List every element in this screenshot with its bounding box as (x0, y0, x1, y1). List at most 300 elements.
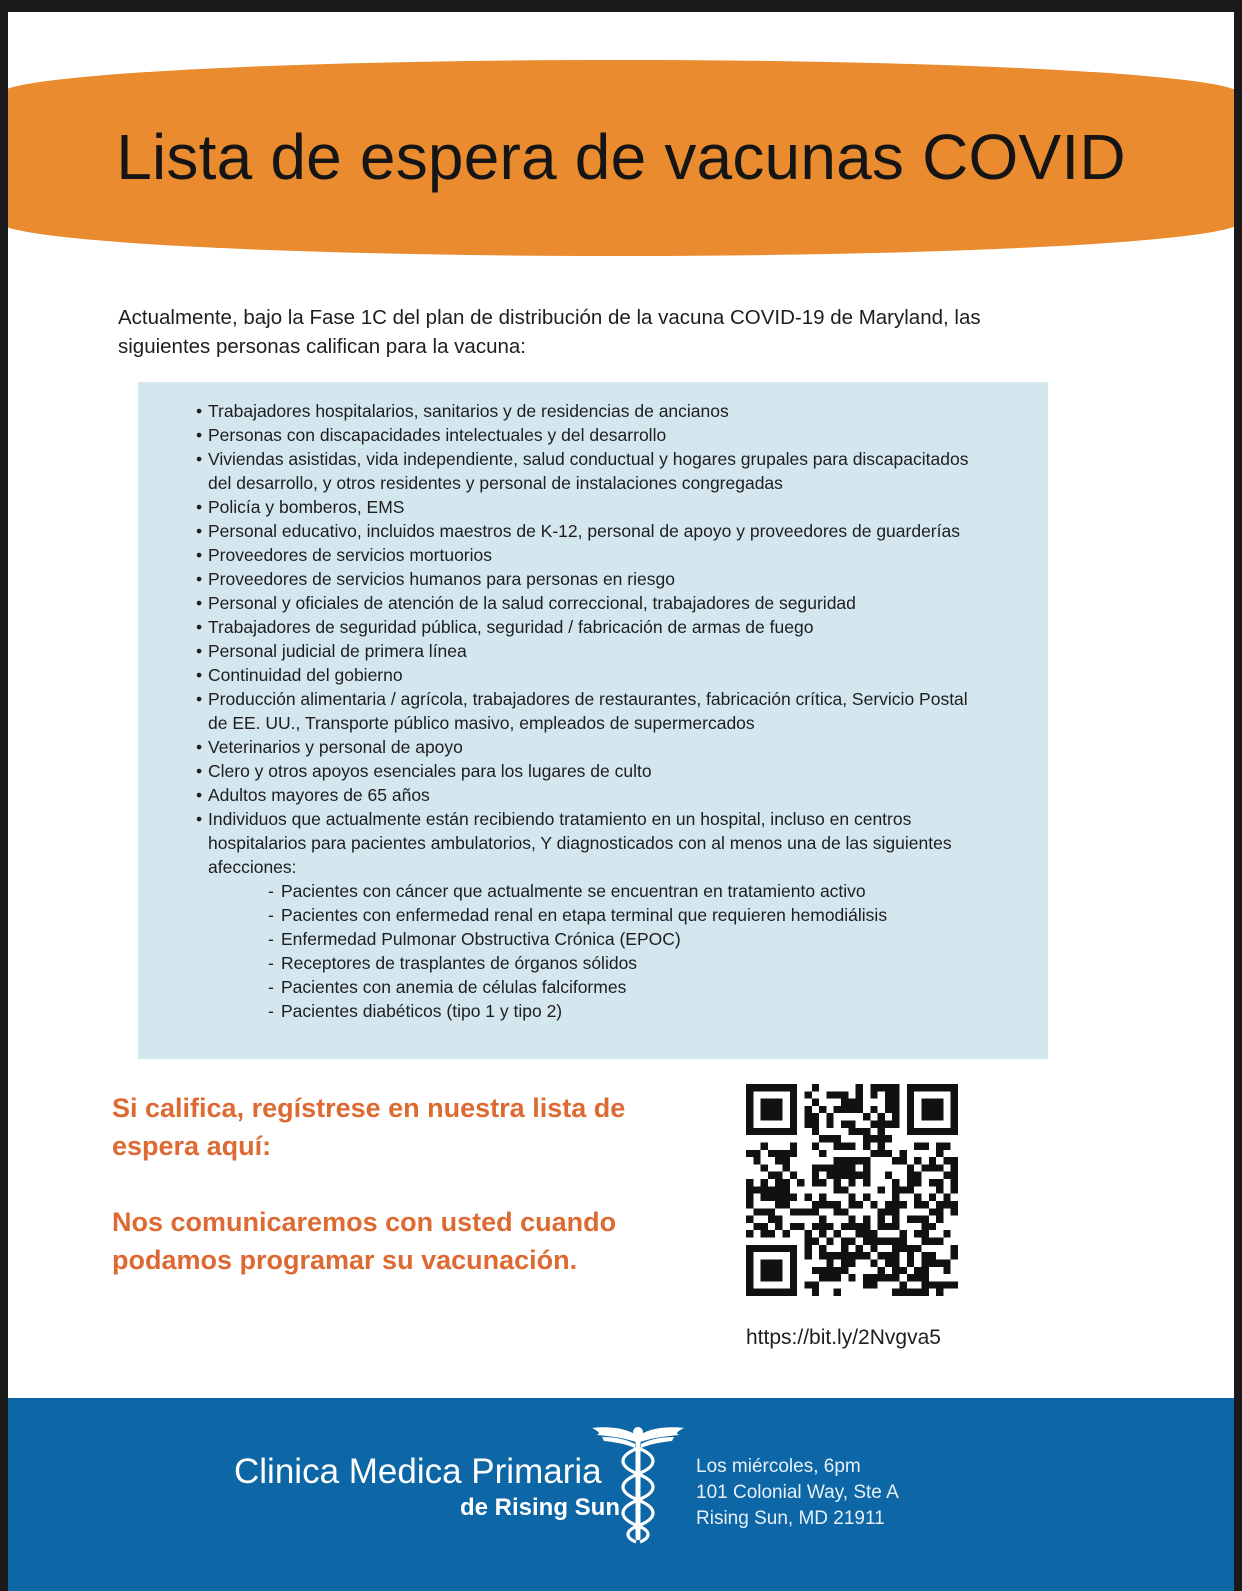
qr-module (790, 1150, 797, 1157)
qr-module (885, 1223, 892, 1230)
qr-module (878, 1267, 885, 1274)
contact-cta: Nos comunicaremos con usted cuando podamos programar su vacunación. (112, 1207, 617, 1275)
qr-module (826, 1223, 833, 1230)
qr-module (885, 1135, 892, 1142)
qr-module (885, 1150, 892, 1157)
qr-module (921, 1281, 928, 1288)
list-item (196, 807, 976, 1023)
qr-module (856, 1223, 863, 1230)
qr-module (834, 1106, 841, 1113)
qr-module (863, 1252, 870, 1259)
qr-module (951, 1201, 958, 1208)
condition-item: - Pacientes con cáncer que actualmente se encuentran en tratamiento activo (268, 879, 976, 903)
qr-module (797, 1179, 804, 1186)
qr-module (783, 1201, 790, 1208)
qr-module (856, 1157, 863, 1164)
qr-module (812, 1142, 819, 1149)
qr-module (914, 1179, 921, 1186)
qr-module (878, 1238, 885, 1245)
qr-module (870, 1281, 877, 1288)
qr-module (943, 1172, 950, 1179)
qr-module (936, 1216, 943, 1223)
qr-module (812, 1238, 819, 1245)
qr-module (768, 1172, 775, 1179)
qr-module (761, 1186, 768, 1193)
qr-module (892, 1274, 899, 1281)
qr-module (870, 1259, 877, 1266)
list-item: • Proveedores de servicios mortuorios (196, 543, 976, 567)
qr-module (826, 1267, 833, 1274)
caduceus-icon (588, 1418, 688, 1546)
qr-module (921, 1201, 928, 1208)
qr-module (900, 1186, 907, 1193)
qr-module (826, 1113, 833, 1120)
qr-module (936, 1289, 943, 1296)
qr-module (819, 1201, 826, 1208)
qr-module (834, 1274, 841, 1281)
list-item: • Personas con discapacidades intelectuales y del desarrollo (196, 423, 976, 447)
qr-module (929, 1194, 936, 1201)
qr-module (929, 1223, 936, 1230)
qr-module (921, 1238, 928, 1245)
qr-module (914, 1216, 921, 1223)
qr-module (900, 1245, 907, 1252)
qr-module (921, 1099, 943, 1121)
list-item: • Personal y oficiales de atención de la salud correccional, trabajadores de seguridad (196, 591, 976, 615)
qr-module (878, 1208, 885, 1215)
qr-module (812, 1223, 819, 1230)
qr-module (870, 1274, 877, 1281)
qr-module (768, 1216, 775, 1223)
qr-module (819, 1245, 826, 1252)
qr-module (812, 1267, 819, 1274)
qr-module (885, 1121, 892, 1128)
qr-module (878, 1128, 885, 1135)
qr-module (943, 1194, 950, 1201)
clinic-contact (696, 1454, 899, 1532)
qr-module (826, 1091, 833, 1098)
qr-module (870, 1201, 877, 1208)
qr-module (892, 1099, 899, 1106)
qr-module (921, 1289, 928, 1296)
qr-module (761, 1259, 783, 1281)
qr-module (885, 1274, 892, 1281)
qr-module (900, 1230, 907, 1237)
qr-module (870, 1230, 877, 1237)
qr-module (863, 1113, 870, 1120)
qr-module (841, 1099, 848, 1106)
qr-module (761, 1099, 783, 1121)
qr-module (936, 1238, 943, 1245)
page-title: Lista de espera de vacunas COVID (116, 121, 1126, 193)
qr-module (878, 1186, 885, 1193)
qr-module (863, 1223, 870, 1230)
qr-module (819, 1106, 826, 1113)
qr-module (914, 1274, 921, 1281)
qr-module (819, 1135, 826, 1142)
qr-module (753, 1186, 760, 1193)
qr-module (746, 1216, 753, 1223)
qr-module (746, 1230, 753, 1237)
qr-module (834, 1230, 841, 1237)
qr-module (900, 1289, 907, 1296)
qr-module (936, 1179, 943, 1186)
qr-module (819, 1223, 826, 1230)
qr-module (834, 1252, 841, 1259)
qr-module (746, 1150, 753, 1157)
qr-module (753, 1157, 760, 1164)
list-item: • Personal educativo, incluidos maestros de K-12, personal de apoyo y proveedores de guarderías (196, 519, 976, 543)
qr-module (812, 1084, 819, 1091)
qr-module (834, 1091, 841, 1098)
qr-module (943, 1157, 950, 1164)
qr-module (761, 1194, 768, 1201)
qr-module (885, 1208, 892, 1215)
qr-module (878, 1135, 885, 1142)
qr-module (761, 1179, 768, 1186)
qr-module (834, 1186, 841, 1193)
qr-module (790, 1208, 797, 1215)
qr-module (921, 1274, 928, 1281)
qr-module (921, 1216, 928, 1223)
qr-url-link[interactable]: https://bit.ly/2Nvgva5 (746, 1326, 941, 1349)
qr-module (885, 1172, 892, 1179)
qr-module (783, 1150, 790, 1157)
qr-module (892, 1245, 899, 1252)
qr-module (878, 1113, 885, 1120)
condition-item: - Enfermedad Pulmonar Obstructiva Crónica (EPOC) (268, 927, 976, 951)
list-item: • Producción alimentaria / agrícola, trabajadores de restaurantes, fabricación crítica, Servicio Postal de EE. UU., Transporte público masivo, empleados de supermercados (196, 687, 976, 735)
address-line: 101 Colonial Way, Ste A (696, 1482, 899, 1503)
qr-module (929, 1252, 936, 1259)
qr-module (812, 1172, 819, 1179)
qr-module (819, 1164, 826, 1171)
qr-module (951, 1208, 958, 1215)
qr-module (841, 1142, 848, 1149)
list-item: • Continuidad del gobierno (196, 663, 976, 687)
qr-module (892, 1201, 899, 1208)
qr-module (878, 1216, 885, 1223)
qr-module (951, 1252, 958, 1259)
qr-module (775, 1201, 782, 1208)
qr-module (768, 1194, 775, 1201)
qr-module (834, 1267, 841, 1274)
qr-module (936, 1164, 943, 1171)
qr-module (834, 1164, 841, 1171)
qr-module (892, 1216, 899, 1223)
qr-module (943, 1201, 950, 1208)
qr-module (863, 1179, 870, 1186)
qr-module (907, 1216, 914, 1223)
qr-module (804, 1106, 811, 1113)
qr-module (900, 1267, 907, 1274)
qr-module (885, 1238, 892, 1245)
qr-module (819, 1252, 826, 1259)
qr-module (804, 1281, 811, 1288)
qr-module (812, 1179, 819, 1186)
qr-module (914, 1157, 921, 1164)
qr-module (878, 1121, 885, 1128)
qr-module (819, 1194, 826, 1201)
flyer-page (8, 12, 1234, 1591)
qr-module (812, 1121, 819, 1128)
qr-module (834, 1157, 841, 1164)
qr-module (870, 1150, 877, 1157)
qr-module (848, 1099, 855, 1106)
qr-module (892, 1252, 899, 1259)
list-item: • Adultos mayores de 65 años (196, 783, 976, 807)
qr-module (907, 1252, 914, 1259)
qr-module (783, 1164, 790, 1171)
qr-module (848, 1223, 855, 1230)
qr-module (951, 1157, 958, 1164)
qr-module (885, 1106, 892, 1113)
qr-module (826, 1135, 833, 1142)
qr-module (848, 1142, 855, 1149)
qr-module (885, 1252, 892, 1259)
qr-module (914, 1289, 921, 1296)
qr-module (892, 1106, 899, 1113)
qr-module (768, 1186, 775, 1193)
qr-module (943, 1281, 950, 1288)
qr-module (761, 1142, 768, 1149)
qr-module (804, 1252, 811, 1259)
list-item: • Viviendas asistidas, vida independiente, salud conductual y hogares grupales para discapacitados del desarrollo, y otros residentes y personal de instalaciones congregadas (196, 447, 976, 495)
qr-module (863, 1172, 870, 1179)
qr-module (856, 1230, 863, 1237)
qr-module (863, 1135, 870, 1142)
qr-module (892, 1157, 899, 1164)
qr-module (848, 1259, 855, 1266)
qr-module (914, 1194, 921, 1201)
qr-module (826, 1259, 833, 1266)
qr-module (812, 1208, 819, 1215)
qr-module (826, 1238, 833, 1245)
clinic-name: Clinica Medica Primaria (234, 1452, 602, 1491)
qr-module (775, 1172, 782, 1179)
qr-module (914, 1245, 921, 1252)
qr-module (790, 1172, 797, 1179)
conditions-list (208, 879, 976, 1023)
qr-module (907, 1289, 914, 1296)
list-item: • Trabajadores hospitalarios, sanitarios y de residencias de ancianos (196, 399, 976, 423)
eligibility-list (196, 399, 976, 1023)
qr-module (929, 1238, 936, 1245)
qr-module (885, 1099, 892, 1106)
qr-module (870, 1106, 877, 1113)
qr-module (936, 1150, 943, 1157)
qr-module (943, 1259, 950, 1266)
qr-module (761, 1208, 768, 1215)
qr-module (863, 1281, 870, 1288)
qr-module (848, 1194, 855, 1201)
qr-module (892, 1091, 899, 1098)
list-item: • Policía y bomberos, EMS (196, 495, 976, 519)
qr-module (921, 1252, 928, 1259)
list-item: • Veterinarios y personal de apoyo (196, 735, 976, 759)
condition-item: - Pacientes diabéticos (tipo 1 y tipo 2) (268, 999, 976, 1023)
qr-module (841, 1121, 848, 1128)
qr-module (907, 1245, 914, 1252)
qr-module (936, 1201, 943, 1208)
qr-module (841, 1259, 848, 1266)
qr-module (834, 1172, 841, 1179)
qr-module (863, 1238, 870, 1245)
qr-module (951, 1179, 958, 1186)
qr-module (848, 1164, 855, 1171)
qr-module (848, 1172, 855, 1179)
qr-module (848, 1179, 855, 1186)
qr-module (804, 1121, 811, 1128)
qr-module (878, 1142, 885, 1149)
qr-module (892, 1194, 899, 1201)
qr-module (841, 1223, 848, 1230)
qr-module (863, 1216, 870, 1223)
qr-module (943, 1267, 950, 1274)
qr-module (892, 1186, 899, 1193)
qr-module (951, 1186, 958, 1193)
address-line: Rising Sun, MD 21911 (696, 1508, 885, 1529)
qr-module (819, 1267, 826, 1274)
qr-module (900, 1281, 907, 1288)
qr-module (746, 1201, 753, 1208)
qr-module (804, 1245, 811, 1252)
qr-module (907, 1274, 914, 1281)
qr-module (790, 1223, 797, 1230)
qr-module (929, 1259, 936, 1266)
qr-module (885, 1259, 892, 1266)
list-item-text: Individuos que actualmente están recibiendo tratamiento en un hospital, incluso en centros hospitalarios para pacientes ambulatorios, Y diagnosticados con al menos una de las siguientes afecciones: (208, 809, 952, 877)
qr-module (819, 1179, 826, 1186)
condition-item: - Pacientes con anemia de células falciformes (268, 975, 976, 999)
list-item: • Personal judicial de primera línea (196, 639, 976, 663)
qr-module (856, 1128, 863, 1135)
qr-module (761, 1164, 768, 1171)
qr-module (841, 1172, 848, 1179)
list-item: • Clero y otros apoyos esenciales para los lugares de culto (196, 759, 976, 783)
qr-module (841, 1157, 848, 1164)
qr-module (870, 1091, 877, 1098)
qr-module (797, 1223, 804, 1230)
qr-module (797, 1208, 804, 1215)
qr-module (951, 1172, 958, 1179)
qr-module (921, 1267, 928, 1274)
qr-module (863, 1230, 870, 1237)
qr-module (892, 1179, 899, 1186)
qr-module (819, 1150, 826, 1157)
qr-module (848, 1106, 855, 1113)
qr-module (834, 1179, 841, 1186)
qr-module (856, 1172, 863, 1179)
qr-module (826, 1121, 833, 1128)
qr-module (921, 1223, 928, 1230)
qr-module (892, 1267, 899, 1274)
qr-module (856, 1201, 863, 1208)
condition-item: - Pacientes con enfermedad renal en etapa terminal que requieren hemodiálisis (268, 903, 976, 927)
qr-module (863, 1164, 870, 1171)
qr-module (929, 1164, 936, 1171)
qr-module (834, 1208, 841, 1215)
qr-module (826, 1274, 833, 1281)
qr-module (819, 1230, 826, 1237)
qr-module (841, 1186, 848, 1193)
qr-module (848, 1216, 855, 1223)
qr-module (863, 1128, 870, 1135)
qr-module (746, 1194, 753, 1201)
qr-module (804, 1113, 811, 1120)
qr-module (870, 1238, 877, 1245)
qr-module (804, 1091, 811, 1098)
qr-module (929, 1281, 936, 1288)
qr-module (878, 1084, 885, 1091)
qr-module (761, 1230, 768, 1237)
qr-module (929, 1208, 936, 1215)
qr-module (914, 1267, 921, 1274)
qr-module (856, 1245, 863, 1252)
qr-module (826, 1252, 833, 1259)
qr-module (921, 1259, 928, 1266)
qr-module (892, 1238, 899, 1245)
qr-module (863, 1194, 870, 1201)
qr-module (826, 1201, 833, 1208)
qr-module (848, 1252, 855, 1259)
qr-module (951, 1245, 958, 1252)
qr-module (841, 1208, 848, 1215)
qr-code[interactable] (746, 1084, 958, 1296)
qr-module (812, 1289, 819, 1296)
qr-module (914, 1201, 921, 1208)
qr-module (812, 1201, 819, 1208)
qr-module (819, 1216, 826, 1223)
qr-module (870, 1121, 877, 1128)
qr-module (892, 1113, 899, 1120)
qr-module (848, 1157, 855, 1164)
qr-module (856, 1252, 863, 1259)
qr-module (790, 1194, 797, 1201)
qr-module (768, 1230, 775, 1237)
qr-module (812, 1128, 819, 1135)
qr-module (834, 1142, 841, 1149)
condition-item: - Receptores de trasplantes de órganos sólidos (268, 951, 976, 975)
qr-module (921, 1142, 928, 1149)
qr-module (936, 1208, 943, 1215)
qr-module (870, 1084, 877, 1091)
qr-module (775, 1223, 782, 1230)
qr-module (775, 1179, 782, 1186)
qr-module (775, 1186, 782, 1193)
qr-module (834, 1289, 841, 1296)
qr-module (848, 1121, 855, 1128)
qr-module (907, 1164, 914, 1171)
qr-module (907, 1186, 914, 1193)
qr-module (834, 1201, 841, 1208)
qr-module (783, 1179, 790, 1186)
clinic-location: de Rising Sun (459, 1494, 620, 1521)
qr-module (907, 1259, 914, 1266)
qr-module (768, 1208, 775, 1215)
qr-module (804, 1208, 811, 1215)
qr-module (943, 1230, 950, 1237)
qr-module (775, 1157, 782, 1164)
qr-module (841, 1106, 848, 1113)
qr-module (870, 1245, 877, 1252)
qr-module (746, 1179, 753, 1186)
qr-module (856, 1099, 863, 1106)
qr-module (900, 1157, 907, 1164)
qr-module (914, 1142, 921, 1149)
qr-module (746, 1186, 753, 1193)
qr-module (841, 1164, 848, 1171)
